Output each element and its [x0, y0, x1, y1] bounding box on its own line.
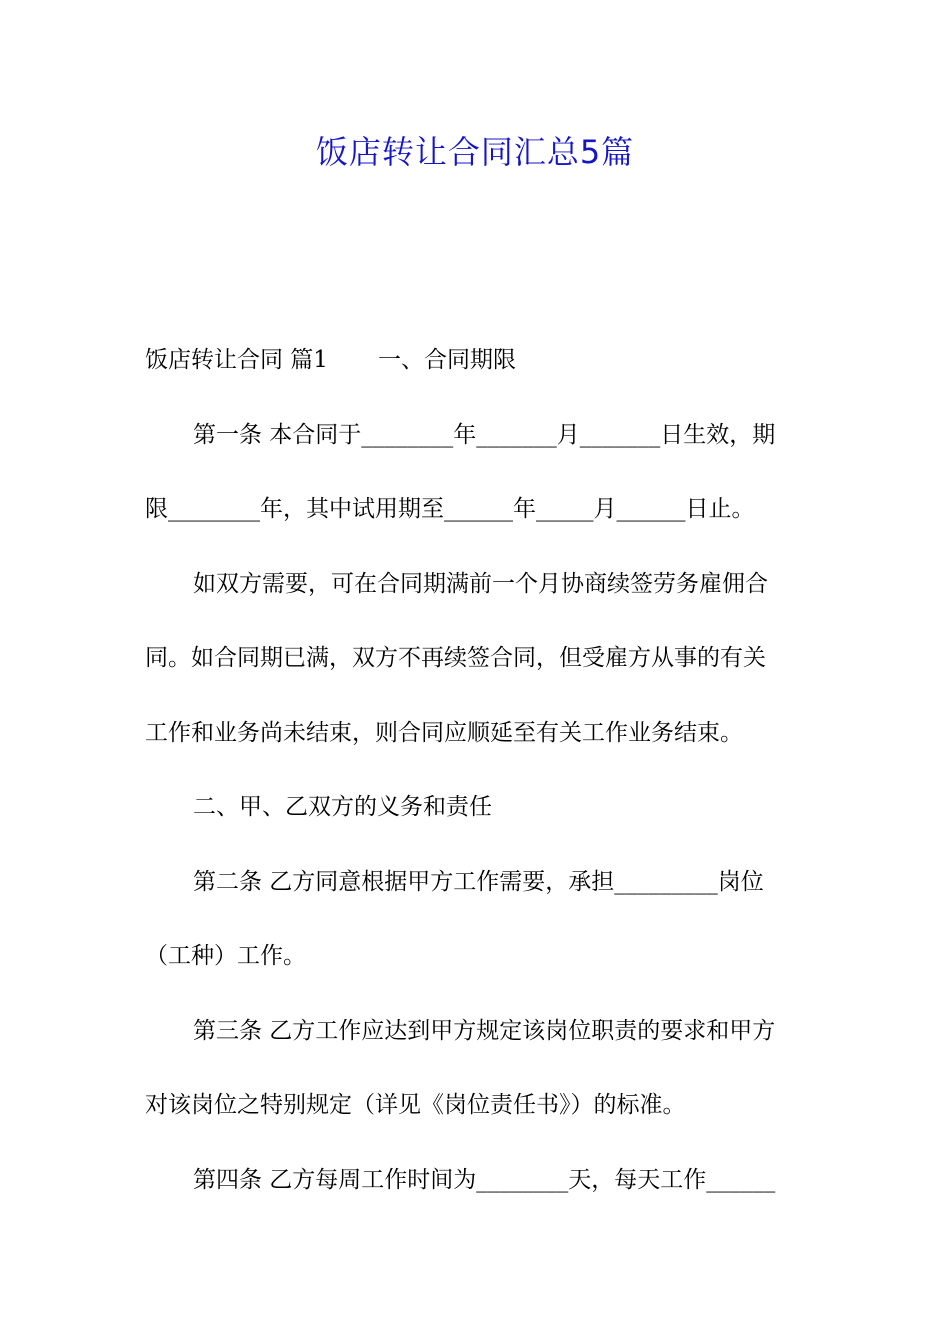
paragraph-line-8: 第二条 乙方同意根据甲方工作需要，承担_________岗位 — [193, 869, 764, 895]
paragraph-line-10: 第三条 乙方工作应达到甲方规定该岗位职责的要求和甲方 — [193, 1018, 776, 1044]
paragraph-line-11: 对该岗位之特别规定（详见《岗位责任书》）的标准。 — [145, 1092, 686, 1118]
clause-heading: 一、合同期限 — [377, 347, 516, 373]
paragraph-line-7: 二、甲、乙双方的义务和责任 — [193, 794, 492, 820]
paragraph-line-12: 第四条 乙方每周工作时间为________天，每天工作______ — [193, 1167, 776, 1193]
paragraph-line-5: 同。如合同期已满，双方不再续签合同，但受雇方从事的有关 — [145, 645, 766, 671]
paragraph-line-2: 第一条 本合同于________年_______月_______日生效，期 — [193, 422, 776, 448]
document-title: 饭店转让合同汇总5篇 — [315, 133, 635, 171]
paragraph-line-1 — [145, 340, 516, 380]
paragraph-line-4: 如双方需要，可在合同期满前一个月协商续签劳务雇佣合 — [193, 571, 768, 597]
paragraph-line-9: （工种）工作。 — [145, 943, 306, 969]
paragraph-line-3: 限________年，其中试用期至______年_____月______日止。 — [145, 496, 755, 522]
section-heading: 饭店转让合同 篇1 — [145, 347, 328, 373]
paragraph-line-6: 工作和业务尚未结束，则合同应顺延至有关工作业务结束。 — [145, 720, 743, 746]
